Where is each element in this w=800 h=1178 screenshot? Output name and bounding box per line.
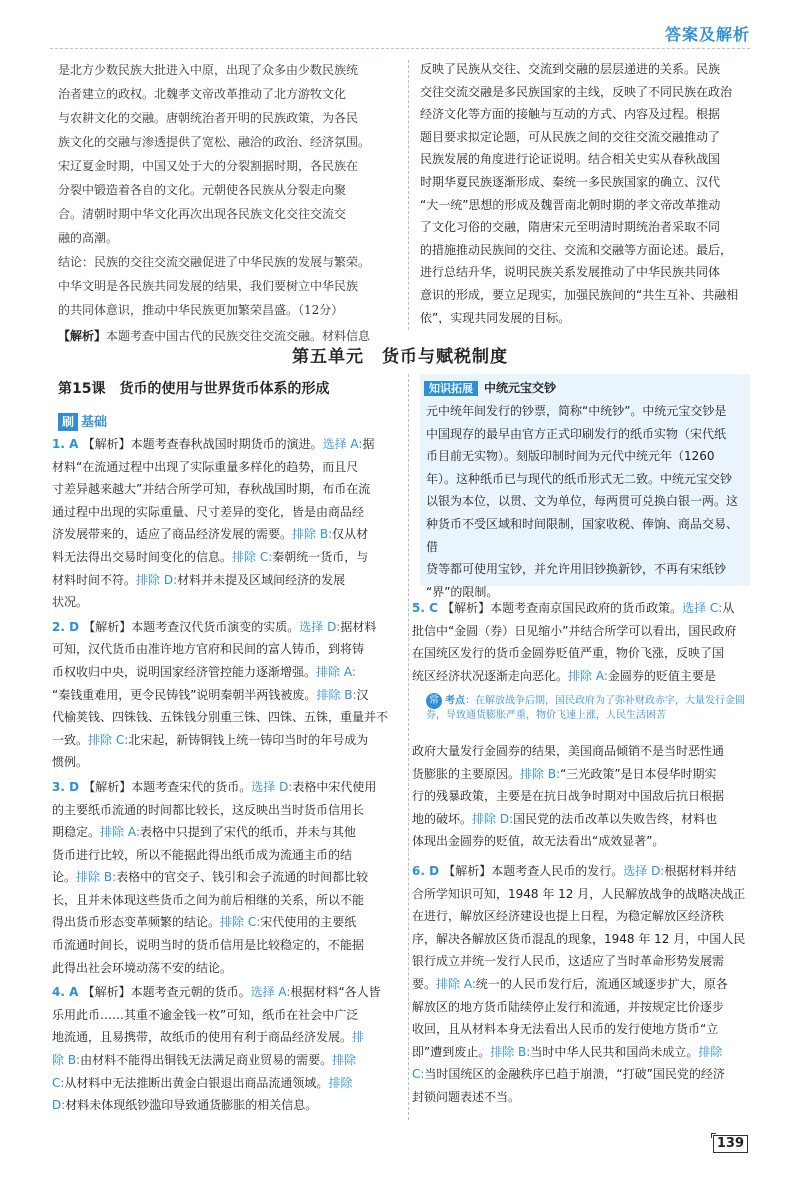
text-line — [412, 830, 750, 853]
text-line — [412, 996, 750, 1019]
text-line — [52, 1004, 398, 1027]
q3-block — [52, 776, 398, 979]
option-marker: 排除 — [698, 1044, 723, 1059]
text-line — [52, 501, 398, 524]
option-marker: 选择 D: — [299, 619, 341, 634]
text-segment: 国民党的法币改革以失败告终，材料也 — [513, 811, 718, 826]
text-line — [52, 1026, 398, 1049]
text-line — [412, 665, 750, 688]
q1-block — [52, 433, 398, 614]
text-line — [52, 706, 398, 729]
text-line — [52, 1094, 398, 1117]
answer-handwritten — [58, 58, 398, 348]
text-line — [52, 684, 398, 707]
text-line: 民族发展的角度进行论证说明。结合相关史实从春秋战国 — [420, 152, 721, 167]
text-line — [52, 729, 398, 752]
text-segment: 表格中宋代使用 — [292, 779, 377, 794]
text-segment: 批信中“金圆（券）日见缩小”并结合所学可以看出，国民政府 — [412, 623, 737, 638]
option-marker: D: — [52, 1098, 66, 1113]
text-segment: 北宋起，新铸铜钱上统一铸印当时的年号成为 — [128, 732, 369, 747]
text-line — [412, 1086, 750, 1109]
text-segment: 论。 — [52, 870, 77, 885]
text-line — [52, 934, 398, 957]
text-segment: 合所学知识可知，1948 年 12 月，人民解放战争的战略决战正 — [412, 886, 746, 901]
option-marker: C: — [52, 1075, 65, 1090]
text-segment: 收回，且从材料本身无法看出人民币的发行使地方货币“立 — [412, 1022, 719, 1037]
text-line: 反映了民族从交往、交流到交融的层层递进的关系。民族 — [420, 62, 721, 76]
text-line — [52, 523, 398, 546]
option-marker: C: — [412, 1067, 425, 1082]
text-segment: 据材料 — [340, 619, 377, 634]
knowledge-title: 中统元宝交钞 — [484, 381, 557, 395]
option-marker: 选择 A: — [250, 985, 291, 1000]
knowledge-box — [420, 374, 750, 599]
option-marker: 排除 B: — [292, 527, 333, 542]
text-segment: 封锁问题表述不当。 — [412, 1089, 521, 1104]
knowledge-line: 币目前无实物）。刻版印制时间为元代中统元年（1260 — [426, 449, 715, 464]
option-marker: 选择 D: — [623, 864, 665, 878]
question-number: 6. — [412, 864, 430, 878]
text-line — [412, 620, 750, 643]
text-segment: 从 — [722, 601, 735, 615]
knowledge-line: 贷等都可使用宝钞，并允许用旧钞换新钞，不再有宋纸钞 — [426, 562, 727, 577]
text-line: 经济文化等方面的接触与互动的方式、内容及过程。根据 — [420, 107, 721, 122]
text-line: 了文化习俗的交融，隋唐宋元至明清时期统治者采取不同 — [420, 220, 721, 235]
option-marker: 排除 C: — [220, 915, 261, 930]
text-line: 依”，实现共同发展的目标。 — [420, 310, 571, 325]
text-segment: 要。 — [412, 976, 437, 991]
answer-letter: D — [69, 619, 84, 634]
text-segment: 料无法得出交易时间变化的信息。 — [52, 549, 233, 564]
text-segment: 【解析】本题考查春秋战国时期货币的演进。 — [82, 437, 323, 451]
text-line — [52, 751, 398, 774]
text-segment: 由材料不能得出铜钱无法满足商业贸易的需要。 — [80, 1053, 333, 1068]
option-marker: 排 — [352, 1030, 365, 1045]
text-line — [52, 616, 398, 639]
text-segment: 【解析】本题考查宋代的货币。 — [83, 779, 252, 794]
text-line — [52, 638, 398, 661]
text-segment: 地流通，且易携带，故纸币的使用有利于商品经济发展。 — [52, 1030, 353, 1045]
text-segment: 币权收归中央，说明国家经济管控能力逐渐增强。 — [52, 664, 317, 679]
option-marker: 排除 D: — [136, 572, 178, 587]
text-line — [52, 591, 398, 614]
text-segment: 币流通时间长，说明当时的货币信用是比较稳定的，不能据 — [52, 938, 365, 953]
text-line: 意识的形成，要立足现实，加强民族间的“共生互补、共融相 — [420, 287, 739, 302]
text-segment: 体现出金圆券的贬值，故无法看出“成效显著”。 — [412, 834, 665, 849]
answer-letter: D — [429, 864, 444, 878]
text-line — [52, 456, 398, 479]
text-segment: 【解析】本题考查元朝的货币。 — [82, 985, 251, 1000]
text-line — [412, 642, 750, 665]
text-segment: 乐用此币……其重不逾金钱一枚”可知，纸币在社会中广泛 — [52, 1007, 359, 1022]
knowledge-body — [426, 400, 744, 603]
key-point-icon: 常 — [426, 693, 442, 709]
handwritten-line: 宋辽夏金时期，中国又处于大的分裂割据时期，各民族在 — [58, 159, 359, 173]
text-segment: 得出货币形态变革频繁的结论。 — [52, 915, 221, 930]
text-line — [52, 799, 398, 822]
text-line — [412, 763, 750, 786]
text-segment: 汉 — [356, 687, 369, 702]
text-segment: 银行成立并统一发行人民币，这适应了当时革命形势发展需 — [412, 954, 725, 969]
text-line: “大一统”思想的形成及魏晋南北朝时期的孝文帝改革推动 — [420, 197, 721, 212]
text-line — [52, 957, 398, 980]
answer-letter: C — [429, 601, 443, 615]
text-line — [52, 821, 398, 844]
text-segment: 在进行，解放区经济建设也提上日程，为稳定解放区经济秩 — [412, 909, 725, 924]
text-line — [412, 740, 750, 763]
text-segment: 货币进行比较，所以不能据此得出纸币成为流通主币的结 — [52, 847, 353, 862]
text-segment: 金圆券的贬值主要是 — [607, 668, 716, 683]
text-line — [412, 928, 750, 951]
text-line — [412, 883, 750, 906]
analysis-tag: 【解析】 — [58, 329, 107, 343]
text-segment: 表格中只提到了宋代的纸币，并未与其他 — [139, 825, 356, 840]
handwritten-line: 是北方少数民族大批进入中原，出现了众多由少数民族统 — [58, 63, 359, 77]
text-segment: 此得出社会环境动荡不安的结论。 — [52, 960, 233, 975]
text-segment: “三光政策”是日本侵华时期实 — [560, 766, 717, 781]
text-segment: 【解析】本题考查汉代货币演变的实质。 — [83, 619, 300, 634]
answer-letter: D — [69, 779, 84, 794]
knowledge-line: 中国现存的最早由官方正式印刷发行的纸币实物（宋代纸 — [426, 426, 727, 441]
text-line: 进行总结升华，说明民族关系发展推动了中华民族共同体 — [420, 265, 721, 280]
text-segment: 地的破坏。 — [412, 811, 473, 826]
text-line — [412, 905, 750, 928]
handwritten-line: 中华文明是各民族共同发展的结果，我们要树立中华民族 — [58, 279, 359, 293]
text-segment: 济发展带来的，适应了商品经济发展的需要。 — [52, 527, 293, 542]
text-line — [412, 1018, 750, 1041]
text-segment: 状况。 — [52, 595, 89, 610]
text-segment: 仅从材 — [332, 527, 369, 542]
text-segment: 序，解决各解放区货币混乱的现象，1948 年 12 月，中国人民 — [412, 931, 746, 946]
text-line: 的措施推动民族间的交往、交流和交融等方面论述。最后， — [420, 242, 733, 257]
text-segment: 通过程中出现的实际重量、尺寸差异的变化，皆是由商品经 — [52, 504, 365, 519]
option-marker: 排除 D: — [472, 811, 514, 826]
text-line — [52, 776, 398, 799]
text-segment: 材料“在流通过程中出现了实际重量多样化的趋势，而且尺 — [52, 459, 359, 474]
handwritten-lines — [58, 58, 398, 322]
text-segment: 材料未体现纸钞滥印导致通货膨胀的相关信息。 — [65, 1098, 318, 1113]
option-marker: 排除 C: — [232, 549, 273, 564]
option-marker: 排除 A: — [568, 668, 608, 683]
question-number: 5. — [412, 601, 430, 615]
text-line — [52, 1049, 398, 1072]
page-number: 139 — [713, 1135, 748, 1153]
text-line — [52, 478, 398, 501]
text-segment: 在国统区发行的货币金圆券贬值严重，物价飞涨，反映了国 — [412, 646, 725, 661]
text-segment: 寸差异越来越大”并结合所学可知，春秋战国时期，布币在流 — [52, 482, 371, 497]
handwritten-line: 合。清朝时期中华文化再次出现各民族文化交往交流交 — [58, 207, 347, 221]
text-line — [52, 981, 398, 1004]
text-segment: 惯例。 — [52, 755, 89, 770]
note-label: 考点 — [445, 695, 465, 707]
option-marker: 除 B: — [52, 1053, 81, 1068]
text-segment: 行的残暴政策，主要是在抗日战争时期对中国敌后抗日根据 — [412, 789, 725, 804]
text-segment: 一致。 — [52, 732, 89, 747]
header-label: 答案及解析 — [664, 25, 750, 44]
text-line — [52, 889, 398, 912]
handwritten-line: 族文化的交融与渗透提供了宽松、融洽的政治、经济氛围。 — [58, 135, 371, 149]
text-line — [52, 433, 398, 456]
answer-letter: A — [69, 437, 83, 451]
text-segment: 当时国统区的金融秩序已趋于崩溃，“打破”国民党的经济 — [424, 1067, 725, 1082]
text-segment: 【解析】本题考查南京国民政府的货币政策。 — [442, 601, 683, 615]
option-marker: 排除 — [332, 1053, 357, 1068]
text-line — [52, 866, 398, 889]
handwritten-line: 与农耕文化的交融。唐朝统治者开明的民族政策，为各民 — [58, 111, 359, 125]
text-segment: 材料并未提及区域间经济的发展 — [177, 572, 346, 587]
lesson-title: 第15课 货币的使用与世界货币体系的形成 — [58, 381, 330, 397]
text-line — [412, 1041, 750, 1064]
section-badge: 刷 — [58, 413, 78, 431]
option-marker: 选择 C: — [682, 601, 723, 615]
column-divider-bottom — [408, 374, 409, 1120]
q4-block — [52, 981, 398, 1117]
handwritten-line: 的共同体意识，推动中华民族更加繁荣昌盛。（12分） — [58, 303, 344, 317]
text-segment: 当时中华人民共和国尚未成立。 — [530, 1044, 699, 1059]
knowledge-line: “界”的限制。 — [426, 584, 499, 599]
text-line — [412, 597, 750, 620]
option-marker: 排除 — [328, 1075, 353, 1090]
text-segment: 统区经济状况逐渐走向恶化。 — [412, 668, 569, 683]
text-line — [412, 785, 750, 808]
handwritten-line: 分裂中锻造着各自的文化。元朝使各民族从分裂走向聚 — [58, 183, 347, 197]
text-line — [412, 1063, 750, 1086]
knowledge-line: 元中统年间发行的钞票，简称“中统钞”。中统元宝交钞是 — [426, 404, 727, 418]
option-marker: 排除 B: — [316, 687, 357, 702]
text-segment: 货膨胀的主要原因。 — [412, 766, 521, 781]
text-line: 交往交流交融是多民族国家的主线，反映了不同民族在政治 — [420, 84, 733, 99]
text-segment: 根据材料“各人皆 — [290, 985, 381, 1000]
handwritten-line: 结论：民族的交往交流交融促进了中华民族的发展与繁荣。 — [58, 255, 371, 269]
text-segment: 即”遭到废止。 — [412, 1044, 491, 1059]
text-line — [412, 860, 750, 883]
note-text: 在解放战争后期，国民政府为了弥补财政赤字，大量发行金圆券，导致通货膨胀严重，物价飞速上涨，人民生活困苦 — [426, 695, 745, 721]
handwritten-line: 融的高潮。 — [58, 231, 119, 245]
text-segment: 【解析】本题考查人民币的发行。 — [443, 864, 624, 878]
analysis-text: 本题考查中国古代的民族交往交流交融。材料信息 — [106, 329, 371, 343]
text-line — [52, 661, 398, 684]
option-marker: 选择 D: — [251, 779, 293, 794]
text-line — [412, 973, 750, 996]
knowledge-line: 以银为本位，以贯、文为单位，每两贯可兑换白银一两。这 — [426, 494, 739, 509]
option-marker: 排除 A: — [100, 825, 140, 840]
key-point-note: 常 考点：在解放战争后期，国民政府为了弥补财政赤字，大量发行金圆券，导致通货膨胀严重，物价飞速上涨，人民生活困苦 — [426, 695, 745, 721]
knowledge-badge: 知识拓展 — [424, 381, 478, 396]
text-segment: 代榆荚钱、四铢钱、五铢钱分别重三铢、四铢、五铢，重量并不 — [52, 710, 389, 725]
question-number: 4. — [52, 985, 70, 1000]
analysis-continued — [420, 58, 750, 329]
knowledge-title-row — [424, 379, 556, 396]
left-questions — [52, 433, 398, 1119]
text-line — [412, 950, 750, 973]
handwritten-line: 治者建立的政权。北魏孝文帝改革推动了北方游牧文化 — [58, 87, 347, 101]
text-segment: 从材料中无法推断出黄金白银退出商品流通领域。 — [64, 1075, 329, 1090]
q5-after-block — [412, 740, 750, 853]
text-line — [52, 1072, 398, 1095]
question-number: 3. — [52, 779, 70, 794]
text-segment: 政府大量发行金圆券的结果，美国商品倾销不是当时恶性通 — [412, 744, 725, 758]
text-segment: 材料时间不符。 — [52, 572, 137, 587]
knowledge-line: 种货币不受区域和时间限制，国家收税、俸饷、商品交易、借 — [426, 516, 739, 554]
option-marker: 选择 A: — [322, 437, 363, 451]
option-marker: 排除 B: — [490, 1044, 531, 1059]
q6-block — [412, 860, 750, 1109]
text-segment: 解放区的地方货币陆续停止发行和流通，并按规定比价逐步 — [412, 999, 725, 1014]
text-line — [52, 911, 398, 934]
q5-block — [412, 597, 750, 687]
section-heading — [58, 411, 107, 431]
text-segment: 长，且并未体现这些货币之间为前后相继的关系，所以不能 — [52, 892, 365, 907]
option-marker: 排除 A: — [316, 664, 356, 679]
text-line: 时期华夏民族逐渐形成、秦统一多民族国家的确立、汉代 — [420, 174, 721, 189]
analysis-continued-lines — [420, 58, 750, 329]
q2-block — [52, 616, 398, 774]
text-segment: 统一的人民币发行后，流通区域逐步扩大，原各 — [475, 976, 728, 991]
text-segment: 根据材料并结 — [664, 864, 737, 878]
text-line: 题目要求拟定论题，可从民族之间的交往交流交融推动了 — [420, 129, 721, 144]
text-segment: 宋代使用的主要纸 — [260, 915, 357, 930]
text-line — [412, 808, 750, 831]
option-marker: 排除 B: — [520, 766, 561, 781]
text-segment: 秦朝统一货币，与 — [272, 549, 369, 564]
header-divider — [50, 48, 750, 49]
option-marker: 排除 C: — [88, 732, 129, 747]
option-marker: 排除 A: — [436, 976, 476, 991]
text-segment: 期稳定。 — [52, 825, 101, 840]
option-marker: 排除 B: — [76, 870, 117, 885]
knowledge-line: 年）。这种纸币已与现代的纸币形式无二致。中统元宝交钞 — [426, 471, 733, 486]
question-number: 1. — [52, 437, 70, 451]
answer-letter: A — [69, 985, 83, 1000]
column-divider-top — [408, 60, 409, 330]
text-line — [52, 569, 398, 592]
unit-title: 第五单元 货币与赋税制度 — [292, 347, 508, 367]
section-label: 基础 — [81, 415, 108, 430]
text-segment: “秦钱重难用，更令民铸钱”说明秦朝半两钱被废。 — [52, 687, 317, 702]
text-line — [52, 844, 398, 867]
text-segment: 表格中的官交子、钱引和会子流通的时间都比较 — [116, 870, 369, 885]
text-segment: 据 — [362, 437, 375, 451]
text-line — [52, 546, 398, 569]
question-number: 2. — [52, 619, 70, 634]
text-segment: 的主要纸币流通的时间都比较长，这反映出当时货币信用长 — [52, 802, 365, 817]
text-segment: 可知，汉代货币由准许地方官府和民间的富人铸币，到将铸 — [52, 642, 365, 657]
